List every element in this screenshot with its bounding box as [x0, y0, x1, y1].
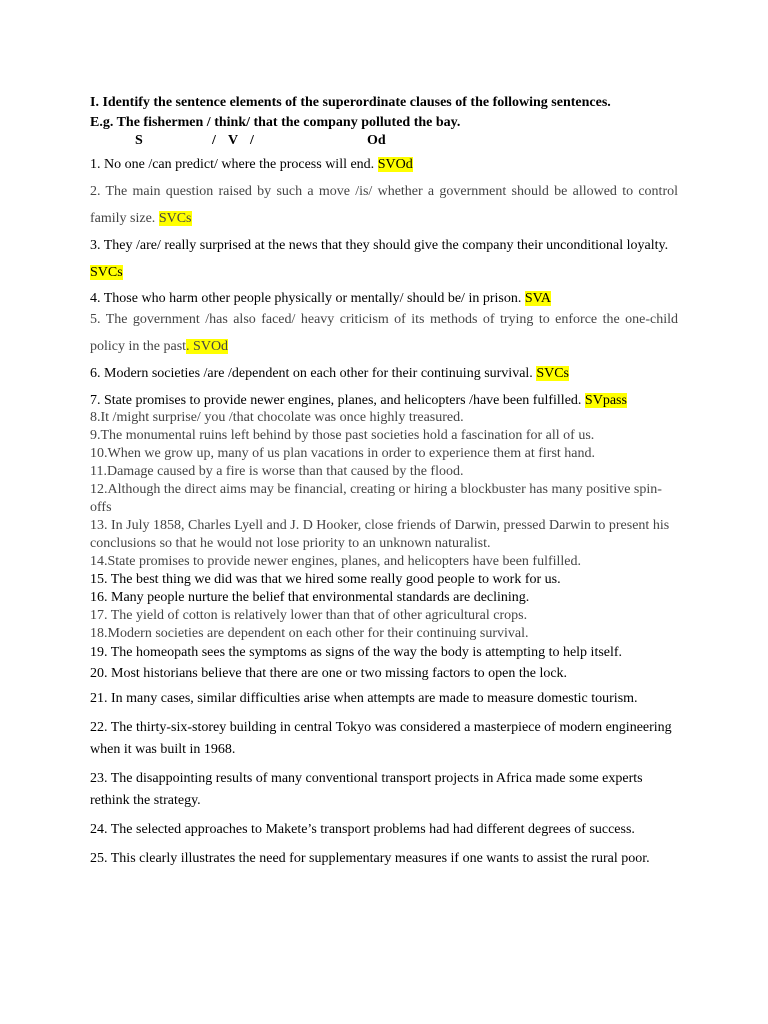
- item-text: 2. The main question raised by such a move /is/ whether a government should be allowed to control family size.: [90, 184, 678, 226]
- list-item-15: 15. The best thing we did was that we hired some really good people to work for us.: [90, 572, 561, 587]
- list-item-2: [90, 178, 678, 232]
- list-item-1: [90, 154, 678, 176]
- list-item-14: 14.State promises to provide newer engines, planes, and helicopters have been fulfilled.: [90, 554, 582, 569]
- label-slash-2: /: [250, 133, 254, 148]
- answer-highlight: SVA: [524, 291, 552, 306]
- list-item-24: 24. The selected approaches to Makete’s transport problems had had different degrees of success.: [90, 822, 635, 837]
- list-item-23: 23. The disappointing results of many conventional transport projects in Africa made some experts rethink the strategy.: [90, 771, 643, 808]
- list-item-11: 11.Damage caused by a fire is worse than that caused by the flood.: [90, 464, 464, 479]
- list-item-3: [90, 232, 678, 286]
- label-od: Od: [367, 133, 386, 148]
- list-item-8: 8.It /might surprise/ you /that chocolate was once highly treasured.: [90, 410, 464, 425]
- list-item-19: 19. The homeopath sees the symptoms as signs of the way the body is attempting to help itself.: [90, 645, 623, 660]
- item-text: 7. State promises to provide newer engines, planes, and helicopters /have been fulfilled.: [90, 393, 585, 408]
- example-labels: [90, 133, 678, 153]
- list-item-18: 18.Modern societies are dependent on each other for their continuing survival.: [90, 626, 529, 641]
- list-item-13: 13. In July 1858, Charles Lyell and J. D Hooker, close friends of Darwin, pressed Darwin to present his conclusions so that he would not lose priority to an unknown naturalist.: [90, 518, 670, 551]
- answer-highlight: . SVOd: [186, 339, 229, 354]
- list-item-16: 16. Many people nurture the belief that environmental standards are declining.: [90, 590, 530, 605]
- answer-highlight: SVpass: [584, 393, 627, 408]
- item-text: 4. Those who harm other people physically or mentally/ should be/ in prison.: [90, 291, 525, 306]
- list-item-10: 10.When we grow up, many of us plan vacations in order to experience them at first hand.: [90, 446, 596, 461]
- list-item-21: 21. In many cases, similar difficulties arise when attempts are made to measure domestic tourism.: [90, 691, 638, 706]
- list-item-17: 17. The yield of cotton is relatively lower than that of other agricultural crops.: [90, 608, 528, 623]
- answer-highlight: SVCs: [536, 366, 569, 381]
- label-s: S: [135, 133, 143, 148]
- document-page: [90, 93, 678, 870]
- list-item-9: 9.The monumental ruins left behind by those past societies hold a fascination for all of us.: [90, 428, 595, 443]
- list-item-12: 12.Although the direct aims may be financial, creating or hiring a blockbuster has many positive spin-offs: [90, 482, 662, 515]
- label-v: V: [228, 133, 239, 148]
- list-item-22: 22. The thirty-six-storey building in central Tokyo was considered a masterpiece of modern engineering when it was built in 1968.: [90, 720, 672, 757]
- list-item-6: [90, 360, 678, 387]
- instruction-heading: I. Identify the sentence elements of the superordinate clauses of the following sentences.: [90, 95, 611, 110]
- list-item-25: 25. This clearly illustrates the need for supplementary measures if one wants to assist the rural poor.: [90, 851, 650, 866]
- list-item-5: [90, 306, 678, 360]
- answer-highlight: SVCs: [90, 265, 123, 280]
- example-sentence: E.g. The fishermen / think/ that the company polluted the bay.: [90, 115, 461, 130]
- item-text: 3. They /are/ really surprised at the news that they should give the company their unconditional loyalty.: [90, 238, 669, 253]
- label-slash-1: /: [212, 133, 216, 148]
- item-text: 6. Modern societies /are /dependent on each other for their continuing survival.: [90, 366, 537, 381]
- answer-highlight: SVCs: [158, 211, 192, 226]
- list-item-20: 20. Most historians believe that there are one or two missing factors to open the lock.: [90, 666, 568, 681]
- item-text: 1. No one /can predict/ where the process will end.: [90, 157, 378, 172]
- item-text: 5. The government /has also faced/ heavy criticism of its methods of trying to enforce the one-child policy in the past: [90, 312, 678, 354]
- answer-highlight: SVOd: [377, 157, 413, 172]
